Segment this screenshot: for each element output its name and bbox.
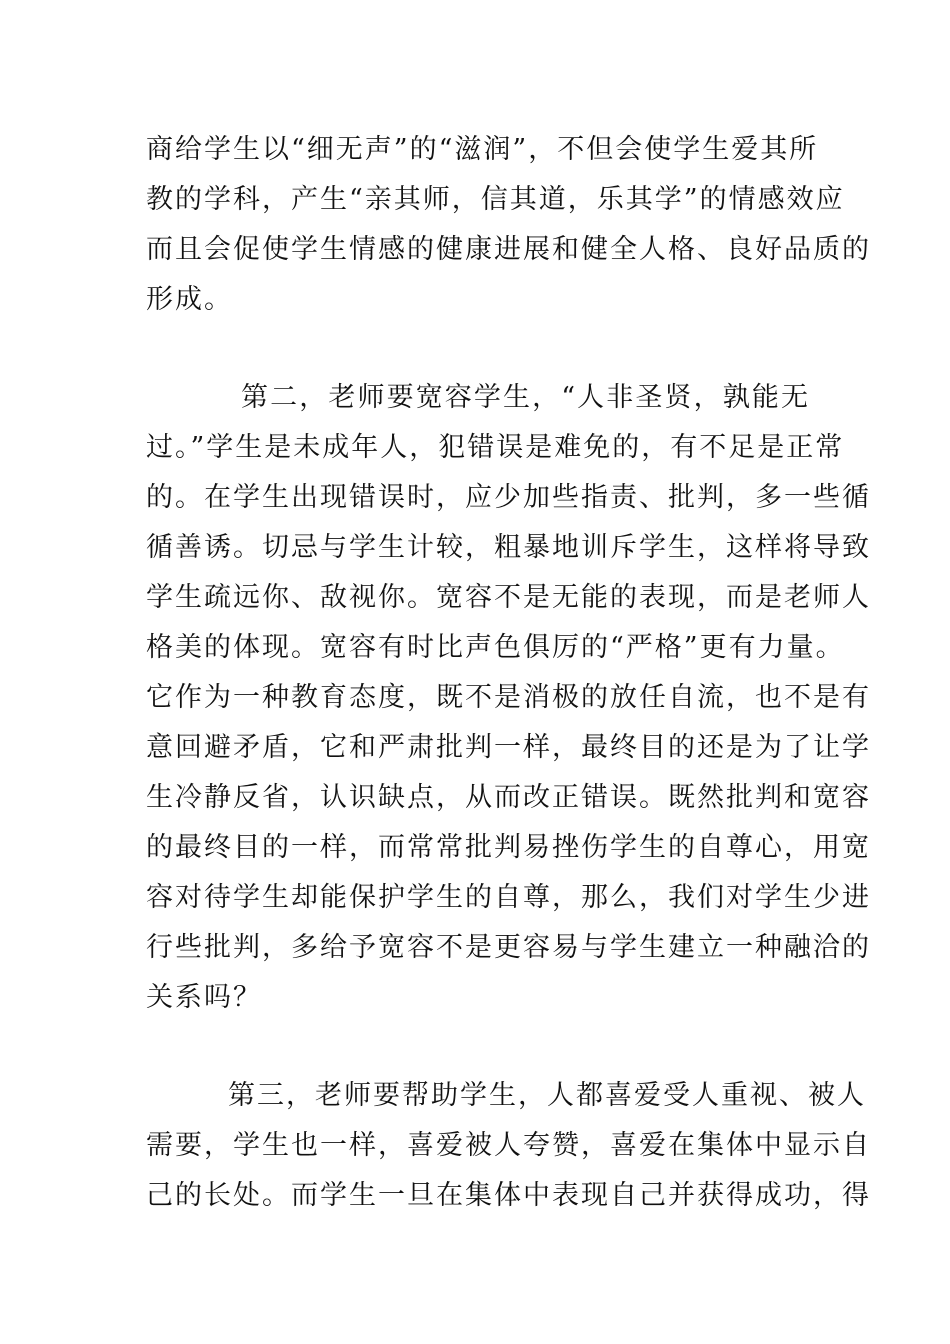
paragraph-3-line-3: 己的长处。而学生一旦在集体中表现自己并获得成功，得: [146, 1180, 871, 1211]
paragraph-2-line-7: 它作为一种教育态度，既不是消极的放任自流，也不是有: [146, 682, 871, 713]
paragraph-2-line-3: 的。在学生出现错误时，应少加些指责、批判，多一些循: [146, 482, 871, 513]
paragraph-2-line-6: 格美的体现。宽容有时比声色俱厉的“严格”更有力量。: [146, 632, 845, 663]
paragraph-2-line-4: 循善诱。切忌与学生计较，粗暴地训斥学生，这样将导致: [146, 532, 871, 563]
paragraph-2-line-12: 行些批判，多给予宽容不是更容易与学生建立一种融洽的: [146, 932, 871, 963]
paragraph-2-line-10: 的最终目的一样，而常常批判易挫伤学生的自尊心，用宽: [146, 832, 871, 863]
paragraph-2-line-5: 学生疏远你、敌视你。宽容不是无能的表现，而是老师人: [146, 582, 871, 613]
paragraph-1-line-2: 教的学科，产生“亲其师，信其道，乐其学”的情感效应: [146, 184, 845, 215]
paragraph-1-line-1: 商给学生以“细无声”的“滋润”，不但会使学生爱其所: [146, 134, 819, 165]
paragraph-3-line-2: 需要，学生也一样，喜爱被人夸赞，喜爱在集体中显示自: [146, 1130, 871, 1161]
paragraph-3-line-1: 第三，老师要帮助学生，人都喜爱受人重视、被人: [228, 1080, 866, 1111]
paragraph-1-line-4: 形成。: [146, 284, 233, 315]
paragraph-1-line-3: 而且会促使学生情感的健康进展和健全人格、良好品质的: [146, 234, 871, 265]
paragraph-2-line-8: 意回避矛盾，它和严肃批判一样，最终目的还是为了让学: [146, 732, 871, 763]
paragraph-2-line-2: 过。”学生是未成年人，犯错误是难免的，有不足是正常: [146, 432, 845, 463]
paragraph-2-line-1: 第二，老师要宽容学生，“人非圣贤，孰能无: [241, 382, 810, 413]
paragraph-2-line-13: 关系吗？: [146, 982, 262, 1013]
paragraph-2-line-11: 容对待学生却能保护学生的自尊，那么，我们对学生少进: [146, 882, 871, 913]
paragraph-2-line-9: 生冷静反省，认识缺点，从而改正错误。既然批判和宽容: [146, 782, 871, 813]
